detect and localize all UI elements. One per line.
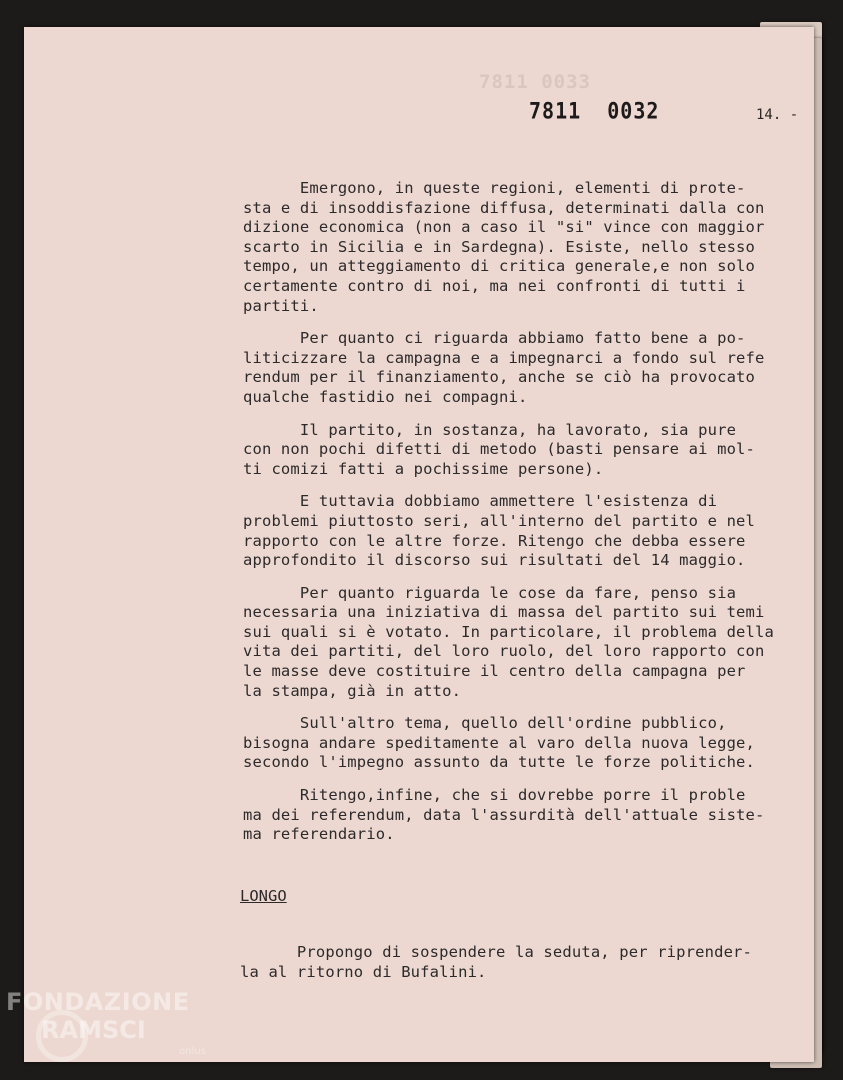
text-line: Ritengo,infine, che si dovrebbe porre il proble	[243, 786, 746, 805]
show-through-number: 7811 0033	[479, 71, 591, 93]
text-line: tempo, un atteggiamento di critica generale,e non solo	[243, 257, 756, 276]
text-line: approfondito il discorso sui risultati del 14 maggio.	[243, 551, 746, 570]
paragraph	[243, 714, 788, 773]
watermark-title: FONDAZIONE	[6, 988, 190, 1016]
text-line: necessaria una iniziativa di massa del partito sui temi	[243, 603, 765, 622]
text-line: la al ritorno di Bufalini.	[240, 962, 487, 981]
page-number: 14. -	[756, 107, 799, 123]
text-line: liticizzare la campagna e a impegnarci a fondo sul refe	[243, 348, 765, 367]
text-line: problemi piuttosto seri, all'interno del partito e nel	[243, 511, 756, 530]
text-line: partiti.	[243, 296, 319, 315]
text-line: Il partito, in sostanza, ha lavorato, sia pure	[243, 420, 737, 439]
text-line: ti comizi fatti a pochissime persone).	[243, 459, 604, 478]
text-line: ma dei referendum, data l'assurdità dell'attuale siste-	[243, 805, 765, 824]
archive-watermark	[6, 988, 211, 1068]
text-line: vita dei partiti, del loro ruolo, del loro rapporto con	[243, 642, 765, 661]
watermark-suffix: onlus	[179, 1046, 206, 1057]
paragraph	[243, 584, 788, 702]
speaker-name: LONGO	[240, 887, 287, 905]
text-line: con non pochi difetti di metodo (basti pensare ai mol-	[243, 440, 756, 459]
watermark-subtitle: RAMSCI	[41, 1016, 146, 1044]
text-line: rendum per il finanziamento, anche se ciò ha provocato	[243, 368, 756, 387]
text-line: sta e di insoddisfazione diffusa, determinati dalla con	[243, 198, 765, 217]
text-line: le masse deve costituire il centro della campagna per	[243, 662, 746, 681]
text-line: Emergono, in queste regioni, elementi di prote-	[243, 179, 746, 197]
paragraph	[243, 421, 788, 480]
text-line: dizione economica (non a caso il "si" vince con maggior	[243, 218, 765, 237]
text-line: scarto in Sicilia e in Sardegna). Esiste, nello stesso	[243, 237, 756, 256]
paragraph	[243, 786, 788, 845]
typed-body	[243, 179, 788, 858]
text-line: bisogna andare speditamente al varo della nuova legge,	[243, 733, 756, 752]
document-number: 7811 0032	[529, 97, 660, 125]
paragraph	[243, 492, 788, 570]
text-line: certamente contro di noi, ma nei confronti di tutti i	[243, 276, 746, 295]
text-line: la stampa, già in atto.	[243, 681, 462, 700]
text-line: rapporto con le altre forze. Ritengo che debba essere	[243, 531, 746, 550]
text-line: Per quanto ci riguarda abbiamo fatto bene a po-	[243, 329, 746, 348]
text-line: sui quali si è votato. In particolare, il problema della	[243, 622, 774, 641]
text-line: Per quanto riguarda le cose da fare, penso sia	[243, 583, 737, 602]
text-line: Sull'altro tema, quello dell'ordine pubblico,	[243, 714, 727, 733]
paragraph	[243, 179, 788, 316]
text-line: secondo l'impegno assunto da tutte le forze politiche.	[243, 753, 756, 772]
text-line: qualche fastidio nei compagni.	[243, 387, 528, 406]
text-line: E tuttavia dobbiamo ammettere l'esistenza di	[243, 492, 718, 511]
paragraph	[243, 329, 788, 407]
text-line: ma referendario.	[243, 825, 395, 844]
closing-paragraph	[240, 943, 785, 982]
text-line: Propongo di sospendere la seduta, per riprender-	[240, 943, 753, 961]
